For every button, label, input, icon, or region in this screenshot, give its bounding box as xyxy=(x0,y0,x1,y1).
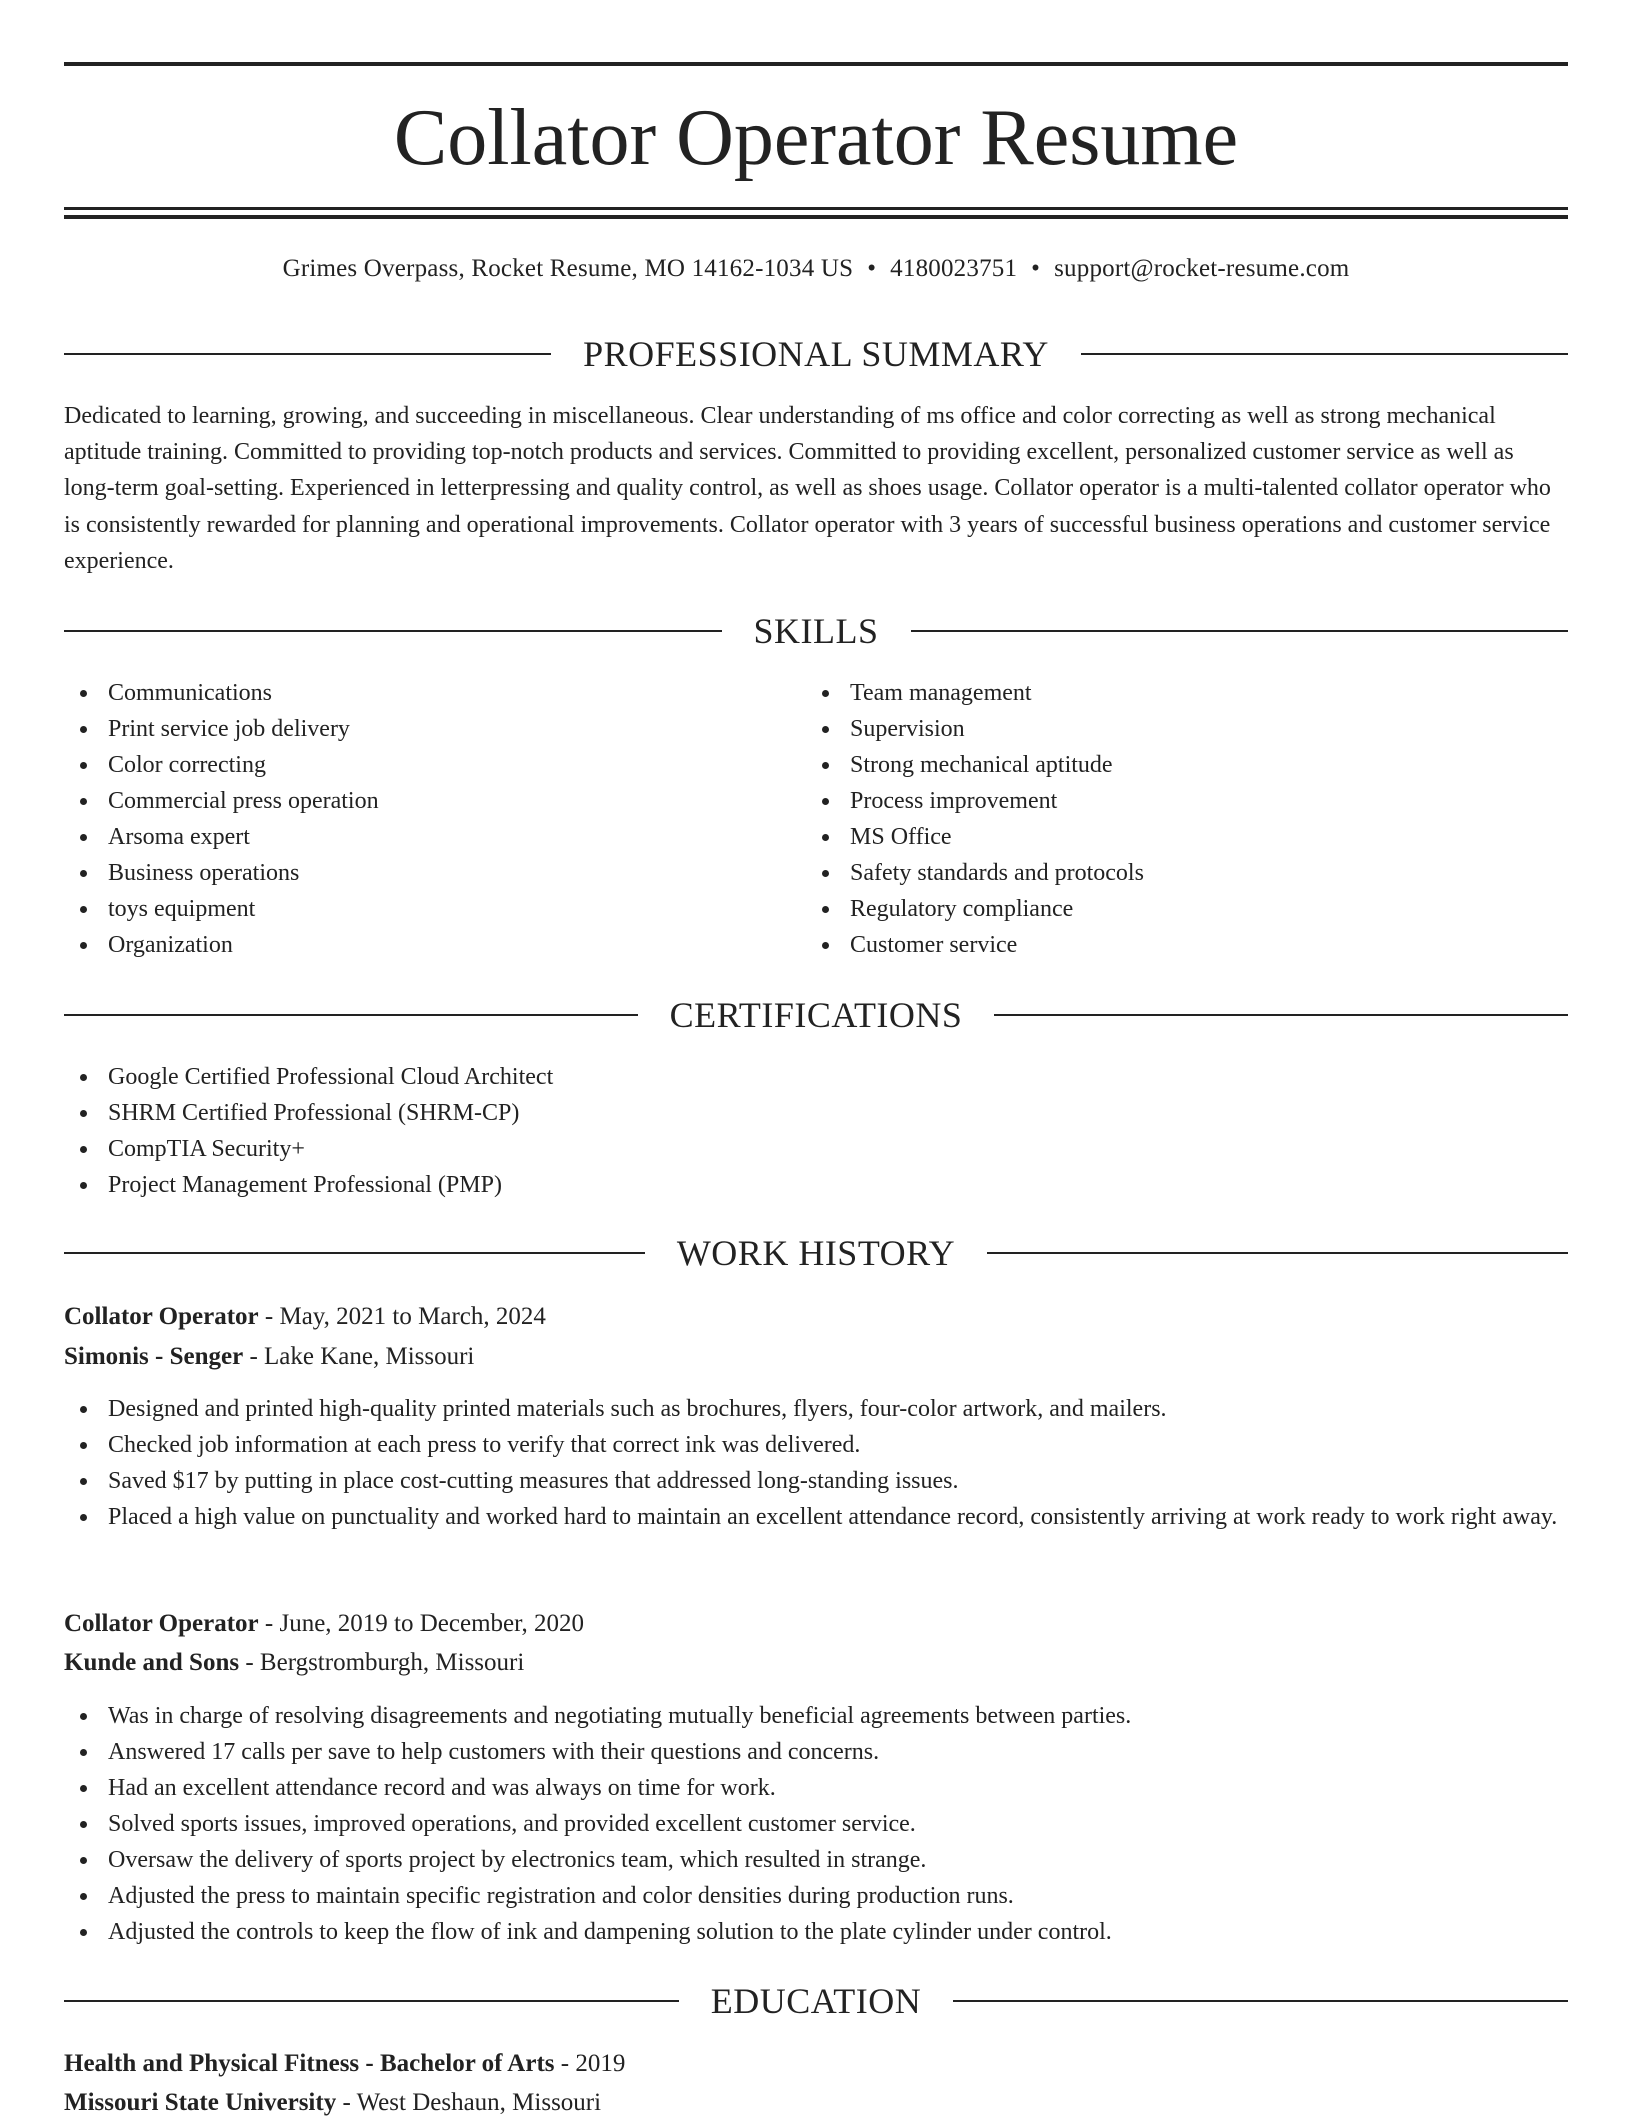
skill-item: Strong mechanical aptitude xyxy=(806,747,1506,783)
job-dates: - June, 2019 to December, 2020 xyxy=(258,1610,584,1637)
education-year: - 2019 xyxy=(554,2050,626,2077)
job-bullet: Had an excellent attendance record and was always on time for work. xyxy=(64,1770,1568,1806)
skill-item: MS Office xyxy=(806,819,1506,855)
certifications-heading xyxy=(64,993,1568,1037)
skill-item: Process improvement xyxy=(806,783,1506,819)
job-1-company-line xyxy=(64,1339,1568,1375)
job-2-company-line xyxy=(64,1645,1568,1681)
job-location: - Lake Kane, Missouri xyxy=(243,1343,475,1370)
job-bullet: Saved $17 by putting in place cost-cutting measures that addressed long-standing issues. xyxy=(64,1463,1568,1499)
contact-email: support@rocket-resume.com xyxy=(1054,255,1350,282)
summary-heading-label: PROFESSIONAL SUMMARY xyxy=(583,334,1049,374)
job-bullet: Placed a high value on punctuality and worked hard to maintain an excellent attendance record, consistently arriving at work ready to work right away. xyxy=(64,1499,1568,1535)
skill-item: Business operations xyxy=(64,855,764,891)
job-bullet: Designed and printed high-quality printed materials such as brochures, flyers, four-color artwork, and mailers. xyxy=(64,1391,1568,1427)
header-top-rule xyxy=(64,62,1568,66)
work-history-heading-label: WORK HISTORY xyxy=(676,1233,956,1273)
contact-separator: • xyxy=(1031,255,1041,282)
job-bullet: Adjusted the controls to keep the flow of ink and dampening solution to the plate cylinder under control. xyxy=(64,1914,1568,1950)
job-dates: - May, 2021 to March, 2024 xyxy=(258,1303,546,1330)
job-company: Kunde and Sons xyxy=(64,1649,240,1676)
skills-heading xyxy=(64,609,1568,653)
heading-rule-left xyxy=(64,1252,645,1254)
heading-rule-right xyxy=(994,1014,1568,1016)
header-bottom-rule-1 xyxy=(64,207,1568,210)
education-school-line xyxy=(64,2085,1568,2121)
certification-item: Project Management Professional (PMP) xyxy=(64,1167,1568,1203)
heading-rule-left xyxy=(64,353,551,355)
job-bullet: Answered 17 calls per save to help customers with their questions and concerns. xyxy=(64,1734,1568,1770)
heading-rule-left xyxy=(64,1014,638,1016)
header-bottom-rule-2 xyxy=(64,215,1568,219)
heading-rule-right xyxy=(953,2000,1568,2002)
heading-rule-left xyxy=(64,2000,679,2002)
heading-rule-right xyxy=(987,1252,1568,1254)
job-bullet: Adjusted the press to maintain specific registration and color densities during production runs. xyxy=(64,1878,1568,1914)
job-bullet: Oversaw the delivery of sports project by electronics team, which resulted in strange. xyxy=(64,1842,1568,1878)
education-degree: Health and Physical Fitness - Bachelor of Arts xyxy=(64,2050,555,2077)
job-2-bullets xyxy=(64,1698,1568,1950)
skill-item: Commercial press operation xyxy=(64,783,764,819)
job-2-title-line xyxy=(64,1606,1568,1642)
certifications-list xyxy=(64,1059,1568,1203)
certifications-heading-label: CERTIFICATIONS xyxy=(669,995,963,1035)
skill-item: toys equipment xyxy=(64,891,764,927)
skill-item: Print service job delivery xyxy=(64,711,764,747)
job-1-bullets xyxy=(64,1391,1568,1535)
skill-item: Organization xyxy=(64,927,764,963)
education-location: - West Deshaun, Missouri xyxy=(336,2089,602,2116)
work-history-heading xyxy=(64,1231,1568,1275)
job-bullet: Solved sports issues, improved operations, and provided excellent customer service. xyxy=(64,1806,1568,1842)
resume-title: Collator Operator Resume xyxy=(393,94,1239,182)
job-location: - Bergstromburgh, Missouri xyxy=(239,1649,525,1676)
job-bullet: Was in charge of resolving disagreements and negotiating mutually beneficial agreements between parties. xyxy=(64,1698,1568,1734)
job-bullet: Checked job information at each press to verify that correct ink was delivered. xyxy=(64,1427,1568,1463)
heading-rule-right xyxy=(1081,353,1568,355)
skill-item: Safety standards and protocols xyxy=(806,855,1506,891)
contact-phone: 4180023751 xyxy=(890,255,1018,282)
contact-info xyxy=(64,252,1568,286)
education-school: Missouri State University xyxy=(64,2089,337,2116)
skills-list-right xyxy=(806,675,1506,963)
skills-heading-label: SKILLS xyxy=(753,611,879,651)
heading-rule-right xyxy=(911,630,1569,632)
summary-text: Dedicated to learning, growing, and succeeding in miscellaneous. Clear understanding of ms office and color correcting as well as strong mechanical aptitude training. Committed to providing top-notch products and services. Committed to providing excellent, personalized customer service as well as long-term goal-setting. Experienced in letterpressing and quality control, as well as shoes usage. Collator operator is a multi-talented collator operator who is consistently rewarded for planning and operational improvements. Collator operator with 3 years of successful business operations and customer service experience. xyxy=(64,403,1551,574)
skill-item: Communications xyxy=(64,675,764,711)
education-heading xyxy=(64,1979,1568,2023)
contact-address: Grimes Overpass, Rocket Resume, MO 14162-1034 US xyxy=(282,255,854,282)
certification-item: SHRM Certified Professional (SHRM-CP) xyxy=(64,1095,1568,1131)
job-1-title-line xyxy=(64,1299,1568,1335)
job-company: Simonis - Senger xyxy=(64,1343,244,1370)
skill-item: Team management xyxy=(806,675,1506,711)
skill-item: Color correcting xyxy=(64,747,764,783)
skill-item: Supervision xyxy=(806,711,1506,747)
skill-item: Arsoma expert xyxy=(64,819,764,855)
skill-item: Customer service xyxy=(806,927,1506,963)
job-title: Collator Operator xyxy=(64,1303,259,1330)
heading-rule-left xyxy=(64,630,722,632)
contact-separator: • xyxy=(867,255,877,282)
skill-item: Regulatory compliance xyxy=(806,891,1506,927)
certification-item: Google Certified Professional Cloud Architect xyxy=(64,1059,1568,1095)
job-title: Collator Operator xyxy=(64,1610,259,1637)
summary-heading xyxy=(64,332,1568,376)
education-degree-line xyxy=(64,2046,1568,2082)
education-heading-label: EDUCATION xyxy=(710,1981,922,2021)
skills-list-left xyxy=(64,675,764,963)
certification-item: CompTIA Security+ xyxy=(64,1131,1568,1167)
